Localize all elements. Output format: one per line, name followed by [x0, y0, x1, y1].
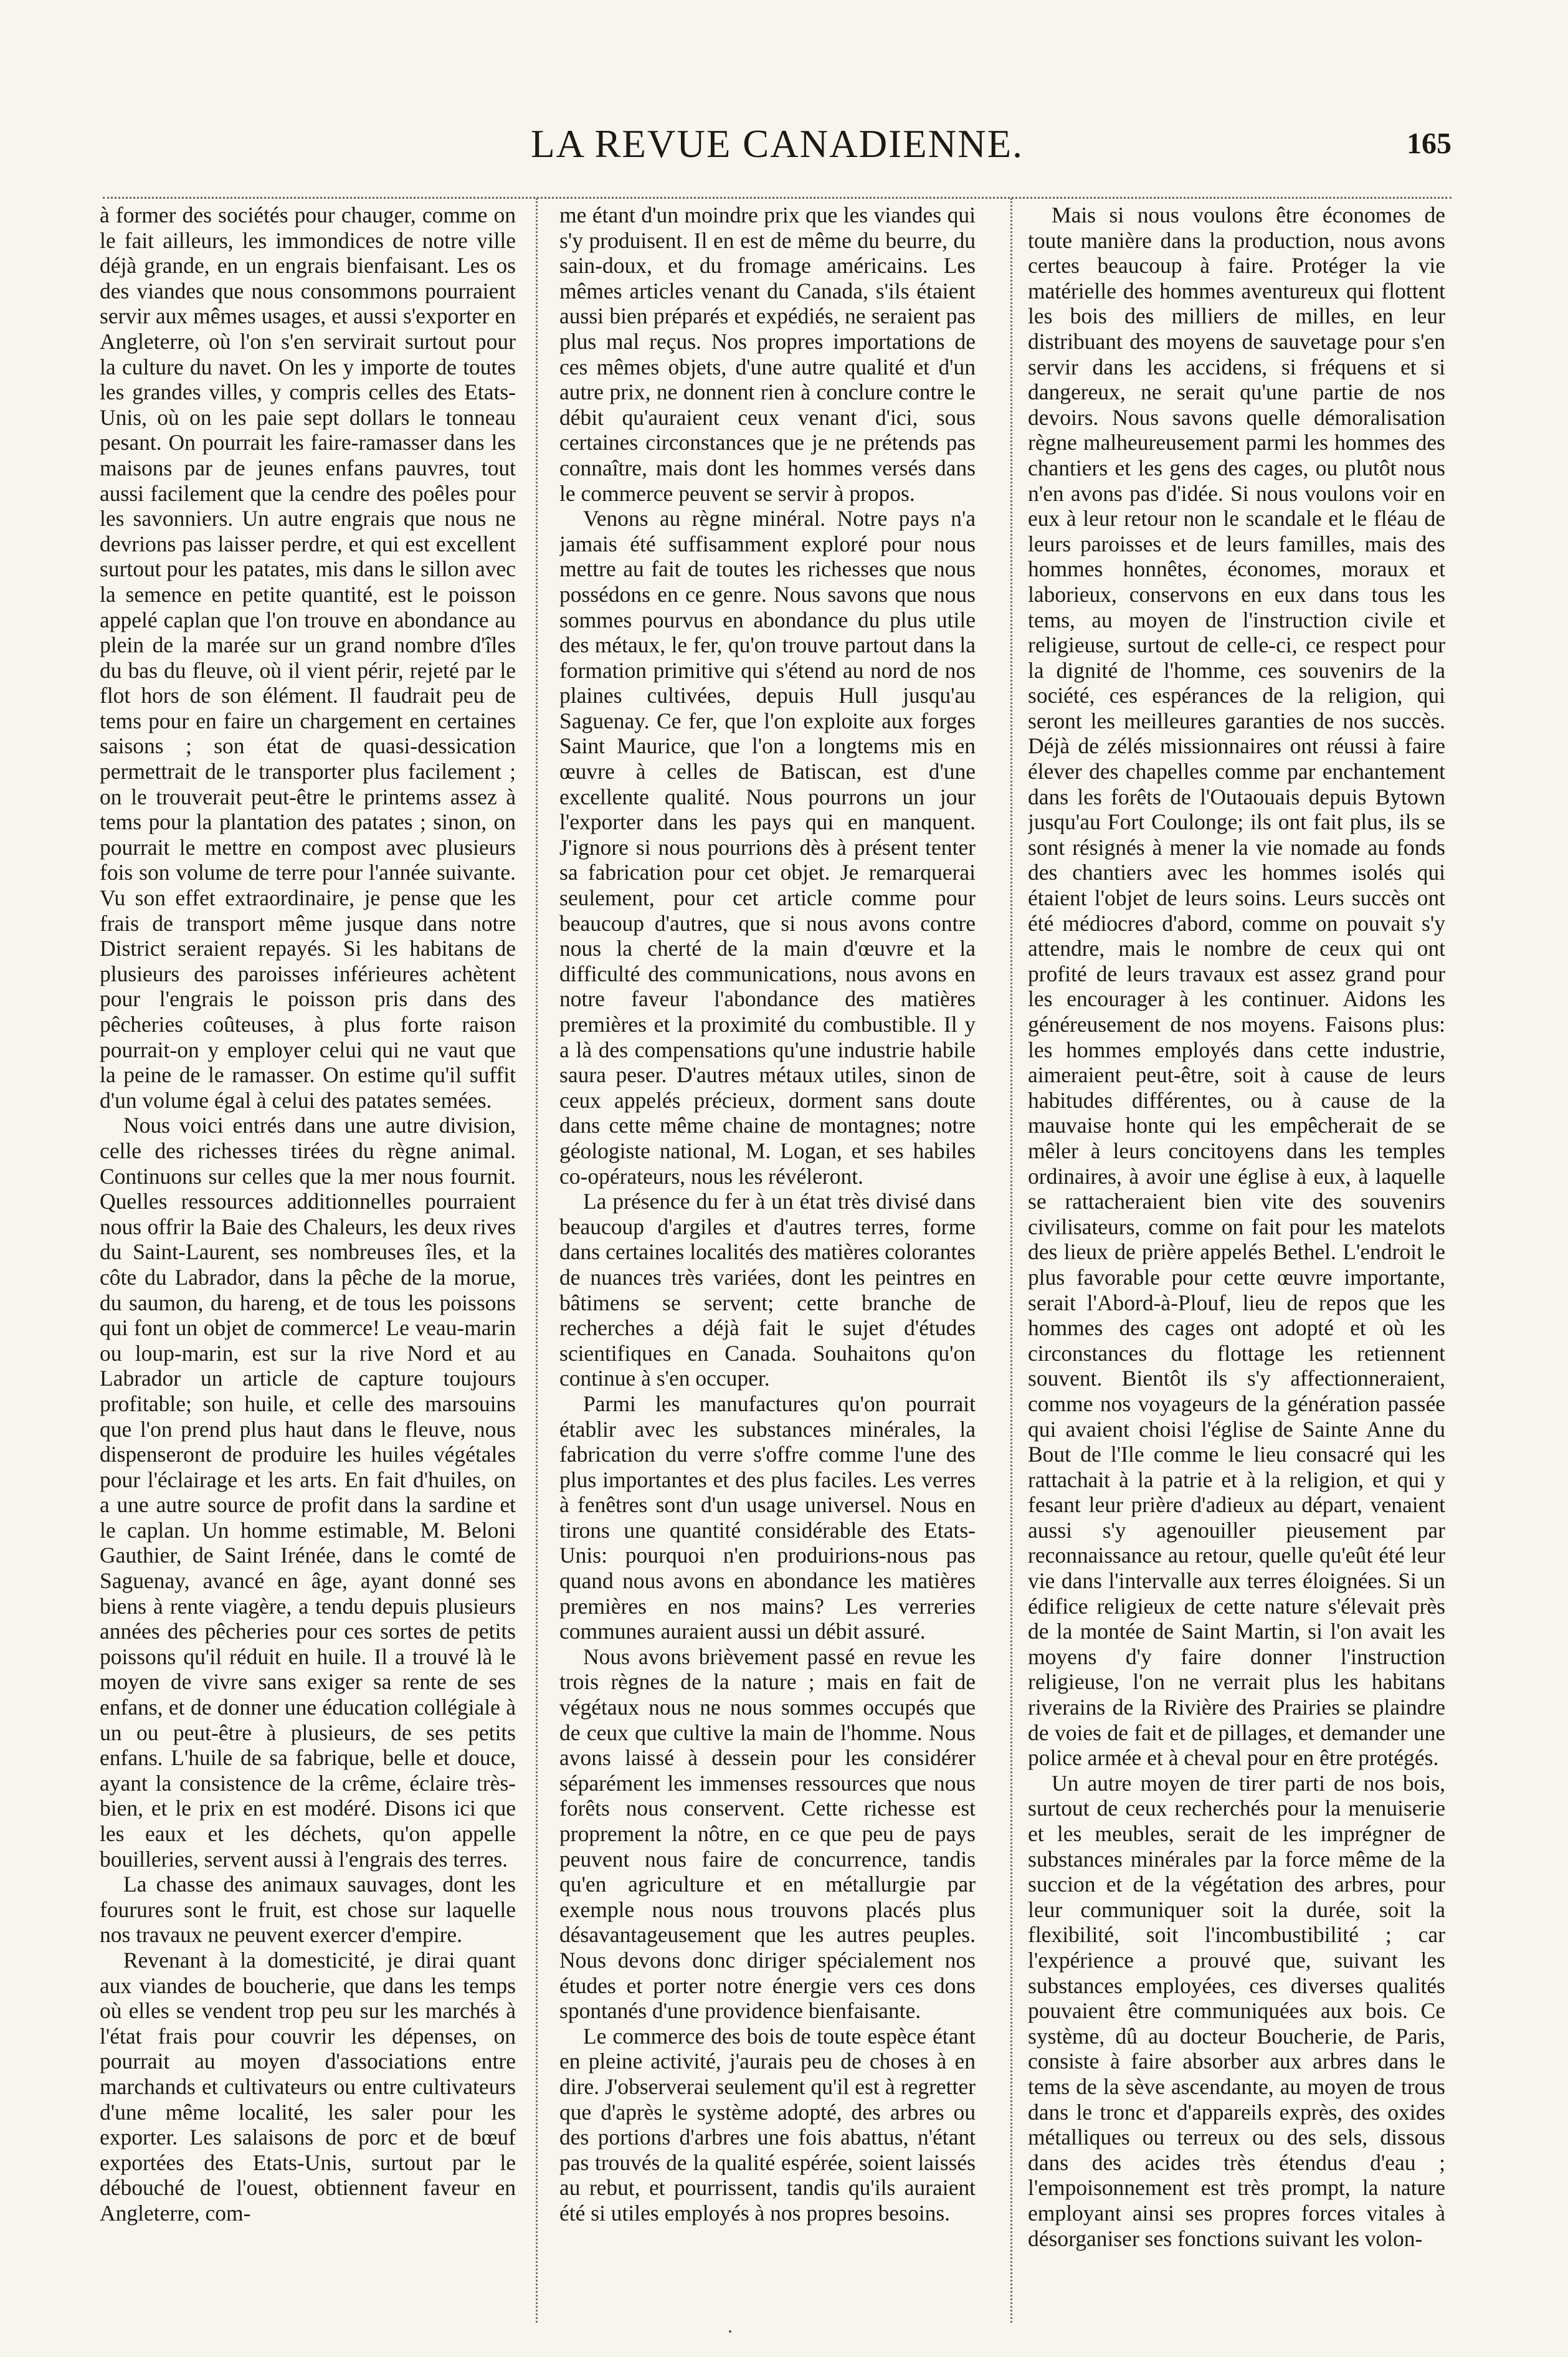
paragraph: me étant d'un moindre prix que les viandes qui s'y produisent. Il en est de même du beurre, du sain-doux, et du fromage américains. Les mêmes articles venant du Canada, s'ils étaient aussi bien préparés et expédiés, ne seraient pas plus mal reçus. Nos propres importations de ces mêmes objets, d'une autre qualité et d'un autre prix, ne donnent rien à conclure contre le débit qu'auraient ceux venant d'ici, sous certaines circonstances que je ne prétends pas connaître, mais dont les hommes versés dans le commerce peuvent se servir à propos.: [559, 202, 976, 506]
paragraph: Mais si nous voulons être économes de toute manière dans la production, nous avons certes beaucoup à faire. Protéger la vie matérielle des hommes aventureux qui flottent les bois des milliers de milles, en leur distribuant des moyens de sauvetage pour s'en servir dans les accidens, si fréquens et si dangereux, ne serait qu'une partie de nos devoirs. Nous savons quelle démoralisation règne malheureusement parmi les hommes des chantiers et les gens des cages, ou plutôt nous n'en avons pas d'idée. Si nous voulons voir en eux à leur retour non le scandale et le fléau de leurs paroisses et de leurs familles, mais des hommes honnêtes, économes, moraux et laborieux, conservons en eux dans tous les tems, au moyen de l'instruction civile et religieuse, surtout de celle-ci, ce respect pour la dignité de l'homme, ces souvenirs de la société, ces espérances de la religion, qui seront les meilleures garanties de nos succès. Déjà de zélés missionnaires ont réussi à faire élever des chapelles comme par enchantement dans les forêts de l'Outaouais depuis Bytown jusqu'au Fort Coulonge; ils ont fait plus, ils se sont résignés à mener la vie nomade au fonds des chantiers avec les hommes isolés qui étaient l'objet de leurs soins. Leurs succès ont été médiocres d'abord, comme on pouvait s'y attendre, mais le nombre de ceux qui ont profité de leurs travaux est assez grand pour les encourager à les continuer. Aidons les généreusement de nos moyens. Faisons plus: les hommes employés dans cette industrie, aimeraient peut-être, soit à cause de leurs habitudes différentes, ou à cause de la mauvaise honte qui les empêcherait de se mêler à leurs concitoyens dans les temples ordinaires, à avoir une église à eux, à laquelle se rattacheraient bien vite des souvenirs civilisateurs, comme on fait pour les matelots des lieux de prière appelés Bethel. L'endroit le plus favorable pour cette œuvre importante, serait l'Abord-à-Plouf, lieu de repos que les hommes des cages ont adopté et où les circonstances du flottage les retiennent souvent. Bientôt ils s'y affectionneraient, comme nos voyageurs de la génération passée qui avaient choisi l'église de Sainte Anne du Bout de l'Ile comme le lieu consacré qui les rattachait à la patrie et à la religion, et qui y fesant leur prière d'adieux au départ, venaient aussi s'y agenouiller pieusement par reconnaissance au retour, quelle qu'eût été leur vie dans l'intervalle aux terres éloignées. Si un édifice religieux de cette nature s'élevait près de la montée de Saint Martin, si l'on avait les moyens d'y faire donner l'instruction religieuse, l'on ne verrait plus les habitans riverains de la Rivière des Prairies se plaindre de voies de fait et de pillages, et demander une police armée et à cheval pour en être protégés.: [1028, 202, 1445, 1771]
print-mark: [729, 2330, 731, 2333]
paragraph: La présence du fer à un état très divisé dans beaucoup d'argiles et d'autres terres, forme dans certaines localités des matières colorantes de nuances très variées, dont les peintres en bâtimens se servent; cette branche de recherches a déjà fait le sujet d'études scientifiques en Canada. Souhaitons qu'on continue à s'en occuper.: [559, 1189, 976, 1391]
article-columns: [100, 202, 1458, 2283]
paragraph: Un autre moyen de tirer parti de nos bois, surtout de ceux recherchés pour la menuiserie et les meubles, serait de les imprégner de substances minérales par la force même de la succion et de la végétation des arbres, pour leur communiquer soit la durée, soit la flexibilité, soit l'incombustibilité ; car l'expérience a prouvé que, suivant les substances employées, ces diverses qualités pouvaient être communiquées aux bois. Ce système, dû au docteur Boucherie, de Paris, consiste à faire absorber aux arbres dans le tems de la sève ascendante, au moyen de trous dans le tronc et d'appareils exprès, des oxides métalliques ou terreux ou des sels, dissous dans des acides très étendus d'eau ; l'empoisonnement est très prompt, la nature employant ainsi ses propres forces vitales à désorganiser ses fonctions suivant les volon-: [1028, 1770, 1445, 2251]
paragraph: Nous avons brièvement passé en revue les trois règnes de la nature ; mais en fait de végétaux nous ne nous sommes occupés que de ceux que cultive la main de l'homme. Nous avons laissé à dessein pour les considérer séparément les immenses ressources que nous forêts nous conservent. Cette richesse est proprement la nôtre, en ce que peu de pays peuvent nous faire de concurrence, tandis qu'en agriculture et en métallurgie par exemple nous nous trouvons placés plus désavantageusement que les autres peuples. Nous devons donc diriger spécialement nos études et porter notre énergie vers ces dons spontanés d'une providence bienfaisante.: [559, 1644, 976, 2024]
text-column-2: [559, 202, 976, 2283]
page-number: 165: [1407, 127, 1452, 160]
paragraph: Venons au règne minéral. Notre pays n'a jamais été suffisamment exploré pour nous mettre au fait de toutes les richesses que nous possédons en ce genre. Nous savons que nous sommes pourvus en abondance du plus utile des métaux, le fer, qu'on trouve partout dans la formation primitive qui s'étend au nord de nos plaines cultivées, depuis Hull jusqu'au Saguenay. Ce fer, que l'on exploite aux forges Saint Maurice, que l'on a longtems mis en œuvre à celles de Batiscan, est d'une excellente qualité. Nous pourrons un jour l'exporter dans les pays qui en manquent. J'ignore si nous pourrions dès à présent tenter sa fabrication pour cet objet. Je remarquerai seulement, pour cet article comme pour beaucoup d'autres, que si nous avons contre nous la cherté de la main d'œuvre et la difficulté des communications, nous avons en notre faveur l'abondance des matières premières et la proximité du combustible. Il y a là des compensations qu'une industrie habile saura peser. D'autres métaux utiles, sinon de ceux appelés précieux, dorment sans doute dans cette même chaine de montagnes; notre géologiste national, M. Logan, et ses habiles co-opérateurs, nous les révéleront.: [559, 506, 976, 1189]
running-title: LA REVUE CANADIENNE.: [531, 122, 1024, 166]
page-header: [103, 121, 1452, 190]
paragraph: Parmi les manufactures qu'on pourrait établir avec les substances minérales, la fabrication du verre s'offre comme l'une des plus importantes et des plus faciles. Les verres à fenêtres sont d'un usage universel. Nous en tirons une quantité considérable des Etats-Unis: pourquoi n'en produirions-nous pas quand nous avons en abondance les matières premières en nos mains? Les verreries communes auraient aussi un débit assuré.: [559, 1391, 976, 1644]
paragraph: Le commerce des bois de toute espèce étant en pleine activité, j'aurais peu de choses à en dire. J'observerai seulement qu'il est à regretter que d'après le système adopté, des arbres ou des portions d'arbres une fois abattus, n'étant pas trouvés de la qualité espérée, soient laissés au rebut, et pourrissent, tandis qu'ils auraient été si utiles employés à nos propres besoins.: [559, 2023, 976, 2226]
paragraph: Revenant à la domesticité, je dirai quant aux viandes de boucherie, que dans les temps où elles se vendent trop peu sur les marchés à l'état frais pour couvrir les dépenses, on pourrait au moyen d'associations entre marchands et cultivateurs ou entre cultivateurs d'une même localité, les saler pour les exporter. Les salaisons de porc et de bœuf exportées des Etats-Unis, surtout par le débouché de l'ouest, obtiennent faveur en Angleterre, com-: [100, 1947, 516, 2226]
text-column-1: [100, 202, 516, 2283]
paragraph: La chasse des animaux sauvages, dont les fourures sont le fruit, est chose sur laquelle nos travaux ne peuvent exercer d'empire.: [100, 1872, 516, 1948]
paragraph: à former des sociétés pour chauger, comme on le fait ailleurs, les immondices de notre ville déjà grande, en un engrais bienfaisant. Les os des viandes que nous consommons pourraient servir aux mêmes usages, et aussi s'exporter en Angleterre, où l'on s'en servirait surtout pour la culture du navet. On les y importe de toutes les grandes villes, y compris celles des Etats-Unis, où on les paie sept dollars le tonneau pesant. On pourrait les faire-ramasser dans les maisons par de jeunes enfans pauvres, tout aussi facilement que la cendre des poêles pour les savonniers. Un autre engrais que nous ne devrions pas laisser perdre, et qui est excellent surtout pour les patates, mis dans le sillon avec la semence en petite quantité, est le poisson appelé caplan que l'on trouve en abondance au plein de la marée sur un grand nombre d'îles du bas du fleuve, où il vient périr, rejeté par le flot hors de son élément. Il faudrait peu de tems pour en faire un chargement en certaines saisons ; son état de quasi-dessication permettrait de le transporter plus facilement ; on le trouverait peut-être le printems assez à tems pour la plantation des patates ; sinon, on pourrait le mettre en compost avec plusieurs fois son volume de terre pour l'année suivante. Vu son effet extraordinaire, je pense que les frais de transport même jusque dans notre District seraient repayés. Si les habitans de plusieurs des paroisses inférieures achètent pour l'engrais le poisson pris dans des pêcheries coûteuses, à plus forte raison pourrait-on y employer celui qui ne vaut que la peine de le ramasser. On estime qu'il suffit d'un volume égal à celui des patates semées.: [100, 202, 516, 1113]
text-column-3: [1028, 202, 1445, 2283]
header-rule: [103, 188, 1452, 199]
paragraph: Nous voici entrés dans une autre division, celle des richesses tirées du règne animal. Continuons sur celles que la mer nous fournit. Quelles ressources additionnelles pourraient nous offrir la Baie des Chaleurs, les deux rives du Saint-Laurent, ses nombreuses îles, et la côte du Labrador, dans la pêche de la morue, du saumon, du hareng, et de tous les poissons qui font un objet de commerce! Le veau-marin ou loup-marin, est sur la rive Nord et au Labrador un article de capture toujours profitable; son huile, et celle des marsouins que l'on prend plus haut dans le fleuve, nous dispenseront de produire les huiles végétales pour l'éclairage et les arts. En fait d'huiles, on a une autre source de profit dans la sardine et le caplan. Un homme estimable, M. Beloni Gauthier, de Saint Irénée, dans le comté de Saguenay, avancé en âge, ayant donné ses biens à rente viagère, a tendu depuis plusieurs années des pêcheries pour ces sortes de petits poissons qu'il réduit en huile. Il a trouvé là le moyen de vivre sans exiger sa rente de ses enfans, et de donner une éducation collégiale à un ou peut-être à plusieurs, de ses petits enfans. L'huile de sa fabrique, belle et douce, ayant la consistence de la crême, éclaire très-bien, et le prix en est modéré. Disons ici que les eaux et les déchets, qu'on appelle bouilleries, servent aussi à l'engrais des terres.: [100, 1113, 516, 1872]
